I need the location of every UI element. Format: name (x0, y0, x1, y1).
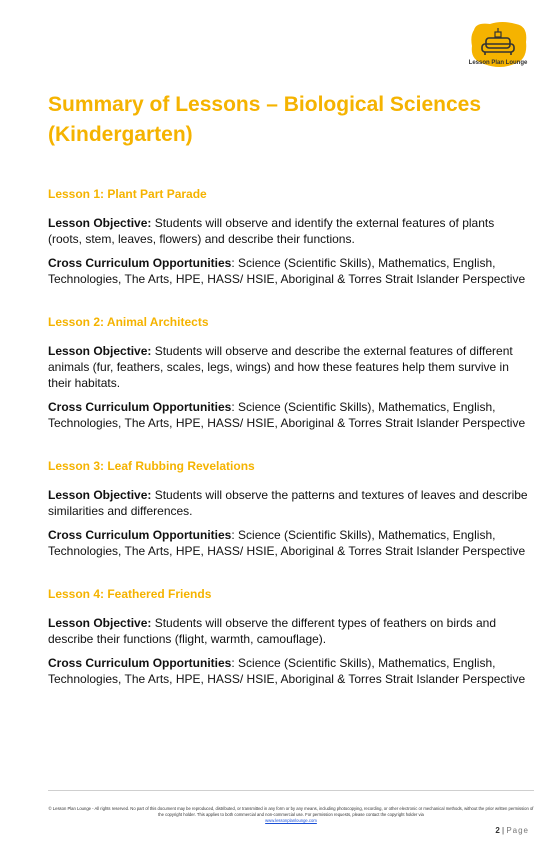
lesson-objective (48, 343, 528, 391)
page-word: Page (506, 826, 529, 835)
lesson-heading: Lesson 2: Animal Architects (48, 315, 209, 329)
lesson-heading: Lesson 3: Leaf Rubbing Revelations (48, 459, 255, 473)
lesson-objective (48, 487, 528, 519)
lesson-objective (48, 215, 528, 247)
ccro-text: : Science (Scientific Skills), Mathematics, English, Technologies, The Arts, HPE, HASS/ HSIE, Aboriginal & Torres Strait Islander Perspective (48, 256, 526, 286)
lesson-heading: Lesson 4: Feathered Friends (48, 587, 212, 601)
objective-text: Students will observe and describe the external features of different animals (fur, feathers, scales, legs, wings) and how these features help them survive in their habitats. (48, 344, 513, 390)
cross-curriculum (48, 255, 528, 287)
ccro-text: : Science (Scientific Skills), Mathematics, English, Technologies, The Arts, HPE, HASS/ HSIE, Aboriginal & Torres Strait Islander Perspective (48, 528, 526, 558)
ccro-label: Cross Curriculum Opportunities (48, 656, 232, 670)
objective-label: Lesson Objective: (48, 216, 152, 230)
objective-label: Lesson Objective: (48, 616, 152, 630)
page-number (495, 826, 529, 835)
ccro-label: Cross Curriculum Opportunities (48, 528, 232, 542)
website-link[interactable]: www.lessonplanlounge.com (265, 818, 317, 823)
objective-text: Students will observe the patterns and textures of leaves and describe similarities and differences. (48, 488, 528, 518)
cross-curriculum (48, 399, 528, 431)
footer-copyright (48, 806, 534, 824)
objective-label: Lesson Objective: (48, 344, 152, 358)
copyright-text: © Lesson Plan Lounge - All rights reserved. No part of this document may be reproduced, distributed, or transmitted in any form or by any means, including photocopying, recording, or other electronic or mechanical methods, without the prior written permission of the copyright holder. This applies to both commercial and non-commercial use. For permission requests, please contact the copyright holder via (48, 806, 534, 817)
ccro-text: : Science (Scientific Skills), Mathematics, English, Technologies, The Arts, HPE, HASS/ HSIE, Aboriginal & Torres Strait Islander Perspective (48, 656, 526, 686)
page-number-value: 2 (495, 826, 500, 835)
page-title: Summary of Lessons – Biological Sciences (Kindergarten) (48, 93, 481, 146)
lesson-heading: Lesson 1: Plant Part Parade (48, 187, 207, 201)
ccro-label: Cross Curriculum Opportunities (48, 400, 232, 414)
objective-label: Lesson Objective: (48, 488, 152, 502)
objective-text: Students will observe the different types of feathers on birds and describe their functions (flight, warmth, camouflage). (48, 616, 497, 646)
page-separator: | (499, 826, 507, 835)
objective-text: Students will observe and identify the external features of plants (roots, stem, leaves, flowers) and describe their functions. (48, 216, 495, 246)
cross-curriculum (48, 527, 528, 559)
lesson-4 (48, 587, 528, 695)
ccro-text: : Science (Scientific Skills), Mathematics, English, Technologies, The Arts, HPE, HASS/ HSIE, Aboriginal & Torres Strait Islander Perspective (48, 400, 526, 430)
lesson-3 (48, 459, 528, 567)
logo-text: Lesson Plan Lounge (468, 60, 528, 66)
ccro-label: Cross Curriculum Opportunities (48, 256, 232, 270)
lesson-2 (48, 315, 528, 439)
lesson-objective (48, 615, 528, 647)
footer-divider (48, 790, 534, 791)
lesson-1 (48, 187, 528, 295)
cross-curriculum (48, 655, 528, 687)
